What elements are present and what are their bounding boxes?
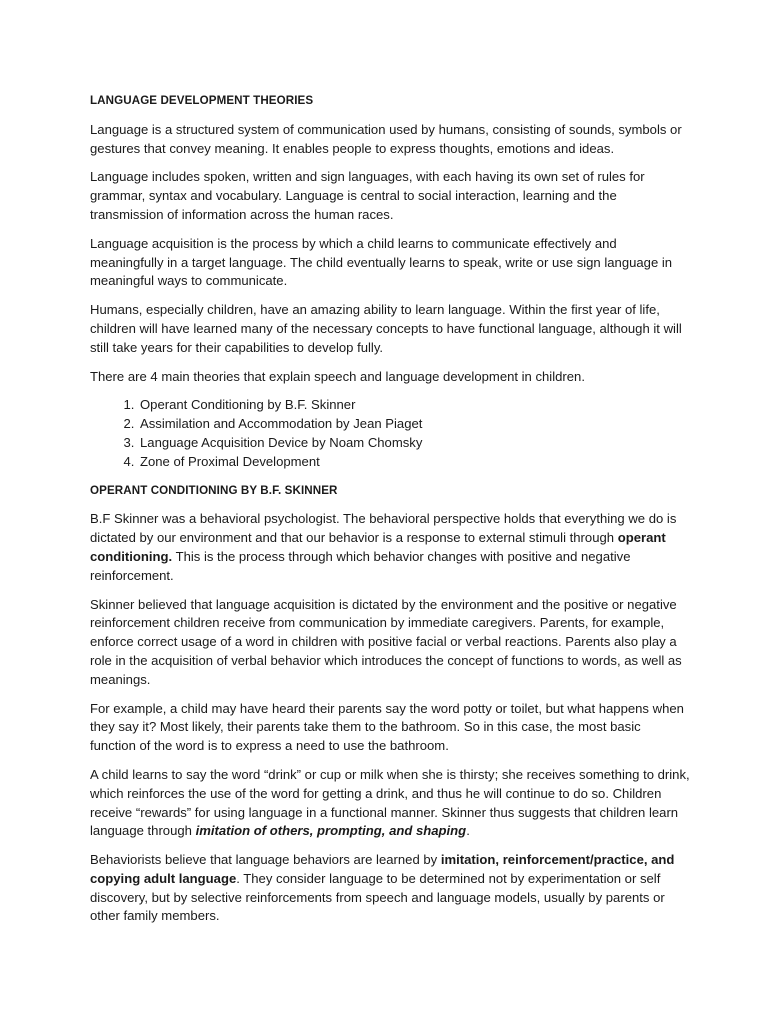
document-page <box>90 92 690 936</box>
paragraph-definition: Language is a structured system of communication used by humans, consisting of sounds, symbols or gestures that convey meaning. It enables people to express thoughts, emotions and ideas. <box>90 121 682 156</box>
paragraph-drink-example <box>90 766 690 841</box>
list-item: 1. Operant Conditioning by B.F. Skinner <box>138 396 690 415</box>
list-item: 4. Zone of Proximal Development <box>138 453 690 472</box>
paragraph-children-ability: Humans, especially children, have an amazing ability to learn language. Within the first year of life, children will have learned many of the necessary concepts to have functional language, although it will still take years for their capabilities to develop fully. <box>90 302 682 355</box>
paragraph-behaviorists <box>90 851 690 926</box>
paragraph-acquisition: Language acquisition is the process by which a child learns to communicate effectively and meaningfully in a target language. The child eventually learns to speak, write or use sign language in meaningful ways to communicate. <box>90 235 673 289</box>
section-heading-operant: OPERANT CONDITIONING BY B.F. SKINNER <box>90 483 338 497</box>
text-run: B.F Skinner was a behavioral psychologist. The behavioral perspective holds that everything we do is dictated by our environment and that our behavior is a response to external stimuli through <box>90 511 677 546</box>
bold-term: imitation, reinforcement/practice, and copying adult language <box>90 852 675 886</box>
list-item: 3. Language Acquisition Device by Noam Chomsky <box>138 434 690 453</box>
paragraph-language-types: Language includes spoken, written and sign languages, with each having its own set of rules for grammar, syntax and vocabulary. Language is central to social interaction, learning and the transmission of information across the human races. <box>90 169 645 222</box>
paragraph-skinner-intro <box>90 510 690 585</box>
list-item: 2. Assimilation and Accommodation by Jean Piaget <box>138 415 690 434</box>
document-title: LANGUAGE DEVELOPMENT THEORIES <box>90 94 314 107</box>
paragraph-theories-intro: There are 4 main theories that explain speech and language development in children. <box>90 368 585 384</box>
text-run: . <box>466 823 470 839</box>
bold-italic-term: imitation of others, prompting, and shaping <box>195 823 467 839</box>
text-run: A child learns to say the word “drink” or cup or milk when she is thirsty; she receives something to drink, which reinforces the use of the word for getting a drink, and thus he will continue to do so. Children receive “rewards” for using language in a functional manner. Skinner thus suggests that children learn language through <box>90 766 690 839</box>
paragraph-potty-example: For example, a child may have heard their parents say the word potty or toilet, but what happens when they say it? Most likely, their parents take them to the bathroom. So in this case, the most basic function of the word is to express a need to use the bathroom. <box>90 700 684 754</box>
text-run: Behaviorists believe that language behaviors are learned by <box>90 852 441 868</box>
bold-term: operant conditioning. <box>90 530 666 564</box>
paragraph-skinner-belief: Skinner believed that language acquisition is dictated by the environment and the positive or negative reinforcement children receive from communication by immediate caregivers. Parents, for example, enforce correct usage of a word in children with positive facial or verbal reactions. Parents also play a role in the acquisition of verbal behavior which introduces the concept of functions to words, as well as meanings. <box>90 596 682 687</box>
text-run: . They consider language to be determined not by experimentation or self discovery, but by selective reinforcements from speech and language models, usually by parents or other family members. <box>90 870 665 924</box>
text-run: This is the process through which behavior changes with positive and negative reinforcement. <box>90 548 631 583</box>
theories-list <box>90 396 690 471</box>
